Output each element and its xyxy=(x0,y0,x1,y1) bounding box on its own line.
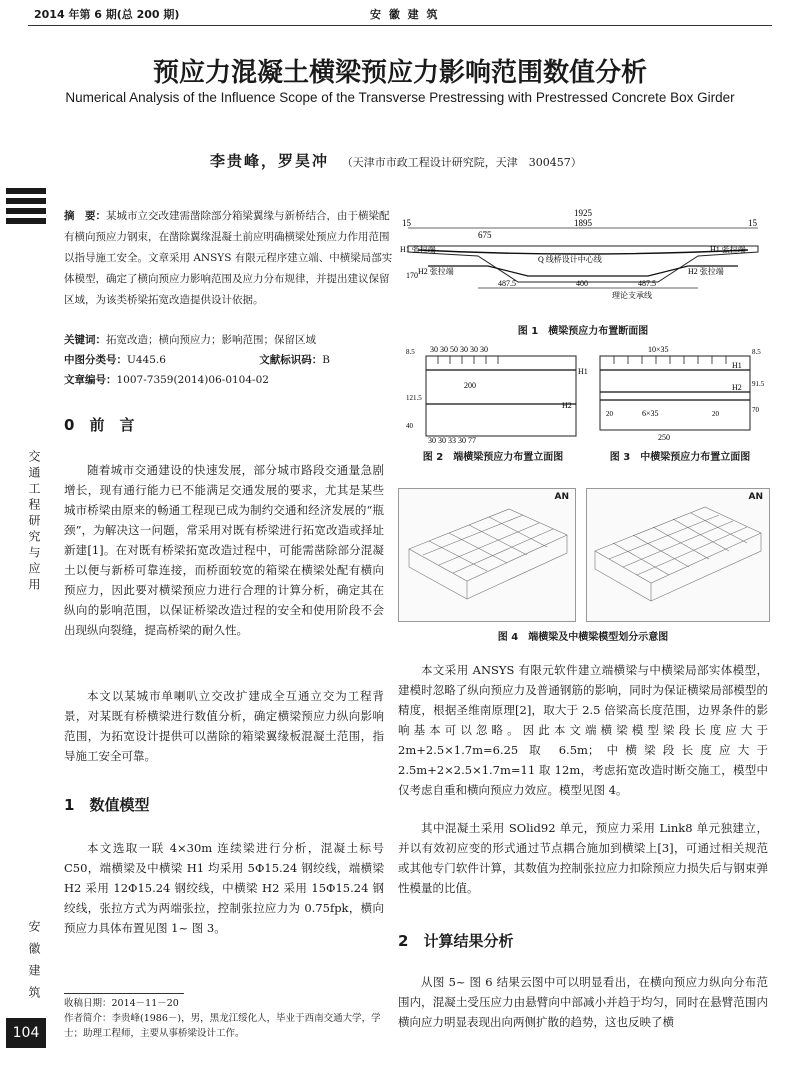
fig1-dim-left: 15 xyxy=(402,218,411,228)
section-1-p2: 本文采用 ANSYS 有限元软件建立端横梁与中横梁局部实体模型，建模时忽略了纵向预应力及普通钢筋的影响，同时为保证横梁局部模型的精度，根据圣维南原理[2]，取大于 2.5 倍梁高长度范围，边界条件的影响基本可以忽略。因此本文端横梁模型梁段长度应大于 2m+2.5×1.7m=6.25 取 6.5m；中横梁段长度应大于 2.5m+2×2.5×1.7m=11 取 12m，考虑拓宽改造时断交施工，模型中仅考虑自重和横向预应力效应。模型见图 4。 xyxy=(398,663,768,797)
fig1-center-label: Q 线桥设计中心线 xyxy=(538,255,602,264)
authors xyxy=(210,150,582,171)
section-0-p1: 随着城市交通建设的快速发展，部分城市路段交通量急剧增长，现有通行能力已不能满足交通发展的要求，尤其是某些城市桥梁由原来的畅通工程现已成为制约交通和经济发展的“瓶颈”，为解决这一问题，常采用对既有桥梁进行拓宽改造或择址新建[1]。在对既有桥梁拓宽改造过程中，可能需凿除部分混凝土以便与新桥可靠连接，而桥面较宽的箱梁在横梁处配有横向预应力，因此要对横梁预应力进行合理的计算分析，确定其在纵向的影响范围，以保证桥梁改造过程的安全和使用阶段不会出现纵向裂缝，提高桥梁的耐久性。 xyxy=(64,463,384,637)
figure-1-caption: 图 1 横梁预应力布置断面图 xyxy=(517,326,649,337)
fig3-mid-dim: 6×35 xyxy=(642,409,659,418)
clc-value: U445.6 xyxy=(127,354,166,366)
doc-label: 文献标识码： xyxy=(259,354,323,366)
section-1-heading xyxy=(64,794,149,815)
sidebar-category: 交通工程研究与应用 xyxy=(27,450,41,594)
fig3-dim-70: 70 xyxy=(752,406,759,414)
fig2-bottom-dims: 30 30 33 30 77 xyxy=(428,436,476,444)
fig2-dim-85: 8.5 xyxy=(406,348,415,356)
issue-info: 2014 年第 6 期(总 200 期) xyxy=(34,8,180,21)
section-1-num: 1 xyxy=(64,796,75,814)
fig3-dim-85: 8.5 xyxy=(752,348,761,356)
fig2-dim-200: 200 xyxy=(464,381,476,390)
classification xyxy=(64,352,394,369)
keywords-text: 拓宽改造；横向预应力；影响范围；保留区域 xyxy=(106,334,316,346)
fig1-dim-4875a: 487.5 xyxy=(498,279,516,288)
figure-4-left xyxy=(398,488,576,622)
sidebar-mark xyxy=(6,188,46,228)
section-1-title: 数值模型 xyxy=(89,796,150,814)
paper-title: 预应力混凝土横梁预应力影响范围数值分析 xyxy=(152,58,647,88)
doc-value: B xyxy=(322,354,330,366)
figure-4-right xyxy=(586,488,770,622)
fig1-h2-left: H2 张拉端 xyxy=(418,267,454,276)
fig4-mesh-left xyxy=(399,489,575,621)
section-0-p2: 本文以某城市单喇叭立交改扩建成全互通立交为工程背景，对某既有桥横梁进行数值分析，确定横梁预应力纵向影响范围，为拓宽设计提供可以凿除的箱梁翼缘板混凝土范围，指导施工安全可靠。 xyxy=(64,689,384,763)
paper-subtitle: Numerical Analysis of the Influence Scope of the Transverse Prestressing with Prestressed Concrete Box Girder xyxy=(65,90,735,105)
section-1-p1: 本文选取一联 4×30m 连续梁进行分析，混凝土标号 C50，端横梁及中横梁 H1 均采用 5Φ15.24 钢绞线，端横梁 H2 采用 12Φ15.24 钢绞线，中横梁 H2 采用 15Φ15.24 钢绞线，张拉方式为两端张拉，控制张拉应力为 0.75fpk，横向预应力具体布置见图 1~ 图 3。 xyxy=(64,841,384,935)
received-date: 收稿日期：2014－11－20 xyxy=(64,998,179,1009)
author-info: 作者简介：李贵峰(1986－)，男，黑龙江绥化人，毕业于西南交通大学，学士；助理工程师，主要从事桥梁设计工作。 xyxy=(64,1013,381,1039)
header-rule xyxy=(28,25,772,26)
fig3-dim-20b: 20 xyxy=(712,410,719,418)
article-number xyxy=(64,372,394,389)
section-2-p1: 从图 5~ 图 6 结果云图中可以明显看出，在横向预应力纵向分布范围内，混凝土受压应力由悬臂向中部减小并趋于均匀，同时在悬臂范围内横向应力明显表现出向两侧扩散的趋势，这也反映了横 xyxy=(398,975,768,1029)
section-2-num: 2 xyxy=(398,932,409,950)
fig1-h1-right: H1 张拉端 xyxy=(710,245,746,254)
fig1-h2-right: H2 张拉端 xyxy=(688,267,724,276)
fig1-support-label: 理论支承线 xyxy=(612,291,652,300)
fig1-dim-170: 170 xyxy=(406,271,418,280)
fig1-dim-right: 15 xyxy=(748,218,757,228)
page-number: 104 xyxy=(6,1018,46,1048)
article-label: 文章编号： xyxy=(64,374,117,386)
clc-label: 中图分类号： xyxy=(64,354,127,366)
section-0-heading xyxy=(64,414,134,435)
article-value: 1007-7359(2014)06-0104-02 xyxy=(116,374,269,386)
section-0-num: 0 xyxy=(64,416,75,434)
section-1-p3: 其中混凝土采用 SOlid92 单元，预应力采用 Link8 单元独建立，并以有效初应变的形式通过节点耦合施加到横梁上[3]，可通过相关规范或其他专门软件计算，其数值为控制张拉应力扣除预应力损失后与钢束弹性模量的比值。 xyxy=(398,821,768,895)
fig1-dim-675: 675 xyxy=(478,230,492,240)
abstract xyxy=(64,206,394,311)
fig3-dim-250: 250 xyxy=(658,433,670,442)
author-names: 李贵峰，罗昊冲 xyxy=(210,152,330,170)
footnote-rule xyxy=(64,993,184,994)
fig4-mesh-right xyxy=(587,489,769,621)
figure-2 xyxy=(404,342,589,444)
figure-2-caption: 图 2 端横梁预应力布置立面图 xyxy=(422,452,564,463)
sidebar-journal: 安徽建筑 xyxy=(27,920,41,1008)
fig3-top-dim: 10×35 xyxy=(648,345,669,354)
section-0-title: 前 言 xyxy=(89,416,135,434)
fig1-dim-inner: 1895 xyxy=(574,218,592,228)
section-2-title: 计算结果分析 xyxy=(423,932,514,950)
journal-name: 安 徽 建 筑 xyxy=(370,8,440,21)
figure-4-caption: 图 4 端横梁及中横梁模型划分示意图 xyxy=(497,632,669,643)
fig2-h1: H1 xyxy=(578,367,588,376)
fig2-h2: H2 xyxy=(562,401,572,410)
fig3-h1: H1 xyxy=(732,361,742,370)
fig1-dim-total: 1925 xyxy=(574,208,592,218)
footnote xyxy=(64,996,384,1041)
keywords xyxy=(64,332,394,349)
fig2-dim-1215: 121.5 xyxy=(406,394,422,402)
abstract-label: 摘 要： xyxy=(64,210,106,222)
fig2-dim-40: 40 xyxy=(406,422,413,430)
affiliation: （天津市市政工程设计研究院，天津 300457） xyxy=(341,156,582,169)
figure-3-caption: 图 3 中横梁预应力布置立面图 xyxy=(609,452,751,463)
abstract-text: 某城市立交改建需凿除部分箱梁翼缘与新桥结合，由于横梁配有横向预应力钢束，在凿除翼缘混凝土前应明确横梁处预应力作用范围以指导施工安全。文章采用 ANSYS 有限元程序建立端、中横梁局部实体模型，确定了横向预应力影响范围及应力分布规律，并提出建议保留区域，为该类桥梁拓宽改造提供设计依据。 xyxy=(64,210,393,306)
fig2-top-dims: 30 30 50 30 30 30 xyxy=(430,345,488,354)
fig4-logo-left: AN xyxy=(554,492,569,502)
keywords-label: 关键词： xyxy=(64,334,106,346)
fig3-h2: H2 xyxy=(732,383,742,392)
fig3-dim-915: 91.5 xyxy=(752,380,765,388)
fig3-dim-20a: 20 xyxy=(606,410,613,418)
fig1-h1-left: H1 张拉端 xyxy=(400,245,436,254)
fig4-logo-right: AN xyxy=(748,492,763,502)
figure-3 xyxy=(592,342,767,444)
figure-1 xyxy=(398,206,768,314)
section-2-heading xyxy=(398,930,513,951)
fig1-dim-4875b: 487.5 xyxy=(638,279,656,288)
fig1-dim-400: 400 xyxy=(576,279,588,288)
